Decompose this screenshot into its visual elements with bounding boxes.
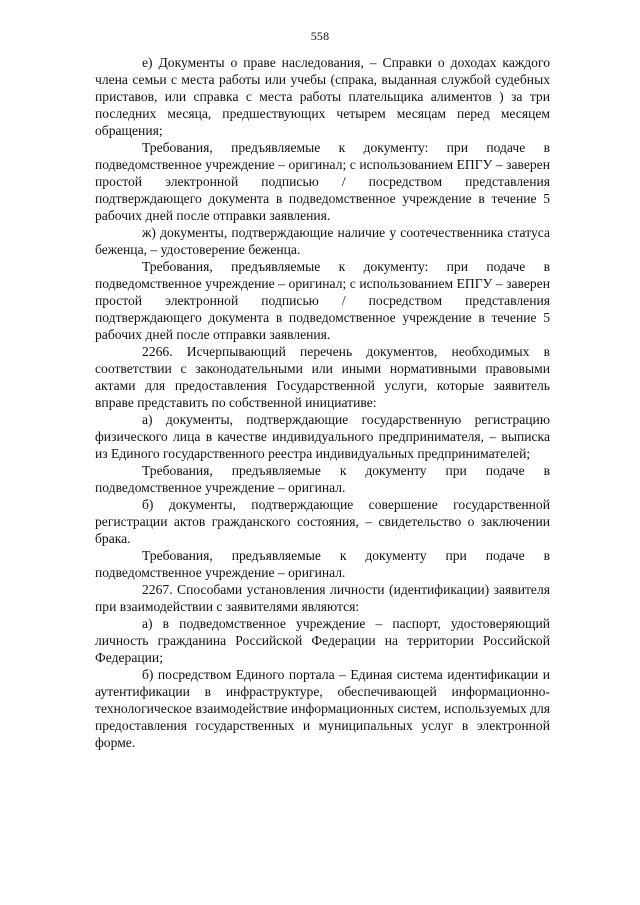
- paragraph-e-inheritance: е) Документы о праве наследования, – Справки о доходах каждого члена семьи с места работы или учебы (спрака, выданная службой судебных приставов, или справка с места работы плательщика алиментов ) за три последних месяца, предшествующих четырем месяцам перед месяцем обращения;: [95, 55, 550, 138]
- document-body: [95, 54, 550, 751]
- paragraph-zh-refugee: ж) документы, подтверждающие наличие у соотечественника статуса беженца, – удостоверение беженца.: [95, 225, 550, 257]
- paragraph-requirements-2: Требования, предъявляемые к документу: при подаче в подведомственное учреждение – оригинал; с использованием ЕПГУ – заверен простой электронной подписью / посредством представления подтверждающего документа в подведомственное учреждение в течение 5 рабочих дней после отправки заявления.: [95, 259, 550, 342]
- paragraph-requirements-1: Требования, предъявляемые к документу: при подаче в подведомственное учреждение – оригинал; с использованием ЕПГУ – заверен простой электронной подписью / посредством представления подтверждающего документа в подведомственное учреждение в течение 5 рабочих дней после отправки заявления.: [95, 140, 550, 223]
- paragraph-requirements-4: Требования, предъявляемые к документу при подаче в подведомственное учреждение – оригинал.: [95, 548, 550, 580]
- paragraph-requirements-3: Требования, предъявляемые к документу при подаче в подведомственное учреждение – оригинал.: [95, 463, 550, 495]
- paragraph-a-passport: а) в подведомственное учреждение – паспорт, удостоверяющий личность гражданина Российской Федерации на территории Российской Федерации;: [95, 616, 550, 665]
- paragraph-b-civil-status: б) документы, подтверждающие совершение государственной регистрации актов гражданского состояния, – свидетельство о заключении брака.: [95, 497, 550, 546]
- paragraph-b-portal: б) посредством Единого портала – Единая система идентификации и аутентификации в инфраструктуре, обеспечивающей информационно-технологическое взаимодействие информационных систем, используемых для предоставления государственных и муниципальных услуг в электронной форме.: [95, 667, 550, 750]
- paragraph-2266: 2266. Исчерпывающий перечень документов, необходимых в соответствии с законодательными или иными нормативными правовыми актами для предоставления Государственной услуги, которые заявитель вправе представить по собственной инициативе:: [95, 344, 550, 410]
- paragraph-a-entrepreneur: а) документы, подтверждающие государственную регистрацию физического лица в качестве индивидуального предпринимателя, – выписка из Единого государственного реестра индивидуальных предпринимателей;: [95, 412, 550, 461]
- page-number: 558: [310, 29, 330, 43]
- paragraph-2267: 2267. Способами установления личности (идентификации) заявителя при взаимодействии с заявителями являются:: [95, 582, 550, 614]
